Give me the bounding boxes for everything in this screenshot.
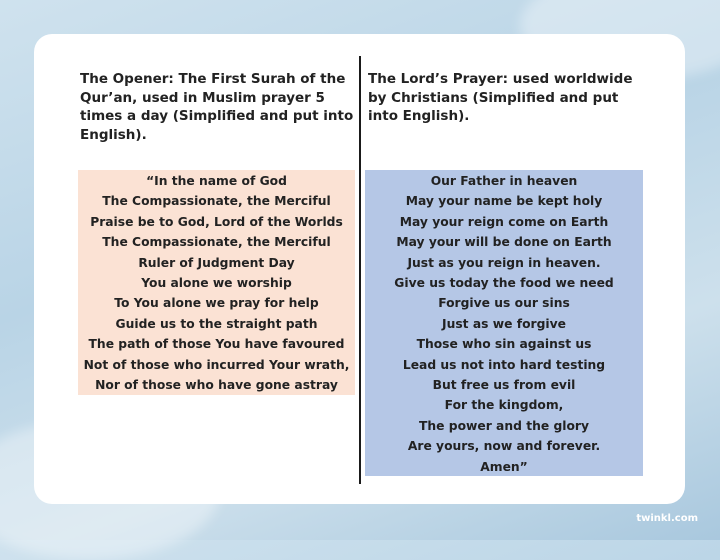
prayer-line: Just as you reign in heaven. [407,255,601,270]
surah-line: The Compassionate, the Merciful [102,194,331,209]
surah-text-panel [78,170,355,395]
prayer-line: Forgive us our sins [438,296,570,311]
prayer-line: But free us from evil [432,378,576,393]
lords-prayer-text-panel [365,170,643,476]
prayer-line: Lead us not into hard testing [402,357,606,372]
quran-heading: The Opener: The First Surah of the Qur’an, used in Muslim prayer 5 times a day (Simplified and put into English). [80,71,354,143]
surah-line: Ruler of Judgment Day [138,255,295,270]
surah-line: Nor of those who have gone astray [95,378,338,393]
prayer-line: The power and the glory [419,418,589,433]
surah-line: The Compassionate, the Merciful [102,235,331,250]
brand-label: twinkl.com [636,513,698,524]
prayer-line: Our Father in heaven [430,174,578,188]
surah-line: The path of those You have favoured [88,337,345,352]
surah-line: To You alone we pray for help [114,296,319,311]
surah-line: Guide us to the straight path [115,316,318,331]
column-divider [359,56,361,484]
prayer-line: Give us today the food we need [394,276,614,291]
prayer-line: Amen” [480,459,528,474]
prayer-line: For the kingdom, [444,398,564,413]
surah-line: Praise be to God, Lord of the Worlds [90,214,343,229]
prayer-line: May your will be done on Earth [396,235,612,250]
prayer-line: May your reign come on Earth [399,214,609,229]
prayer-line: Just as we forgive [442,316,566,331]
prayer-line: Are yours, now and forever. [407,439,601,454]
surah-line: “In the name of God [146,174,287,188]
prayer-line: Those who sin against us [416,337,592,352]
prayer-line: May your name be kept holy [405,194,603,209]
lords-prayer-heading: The Lord’s Prayer: used worldwide by Christians (Simplified and put into English). [368,71,633,124]
surah-line: Not of those who incurred Your wrath, [83,357,350,372]
surah-line: You alone we worship [141,276,292,291]
